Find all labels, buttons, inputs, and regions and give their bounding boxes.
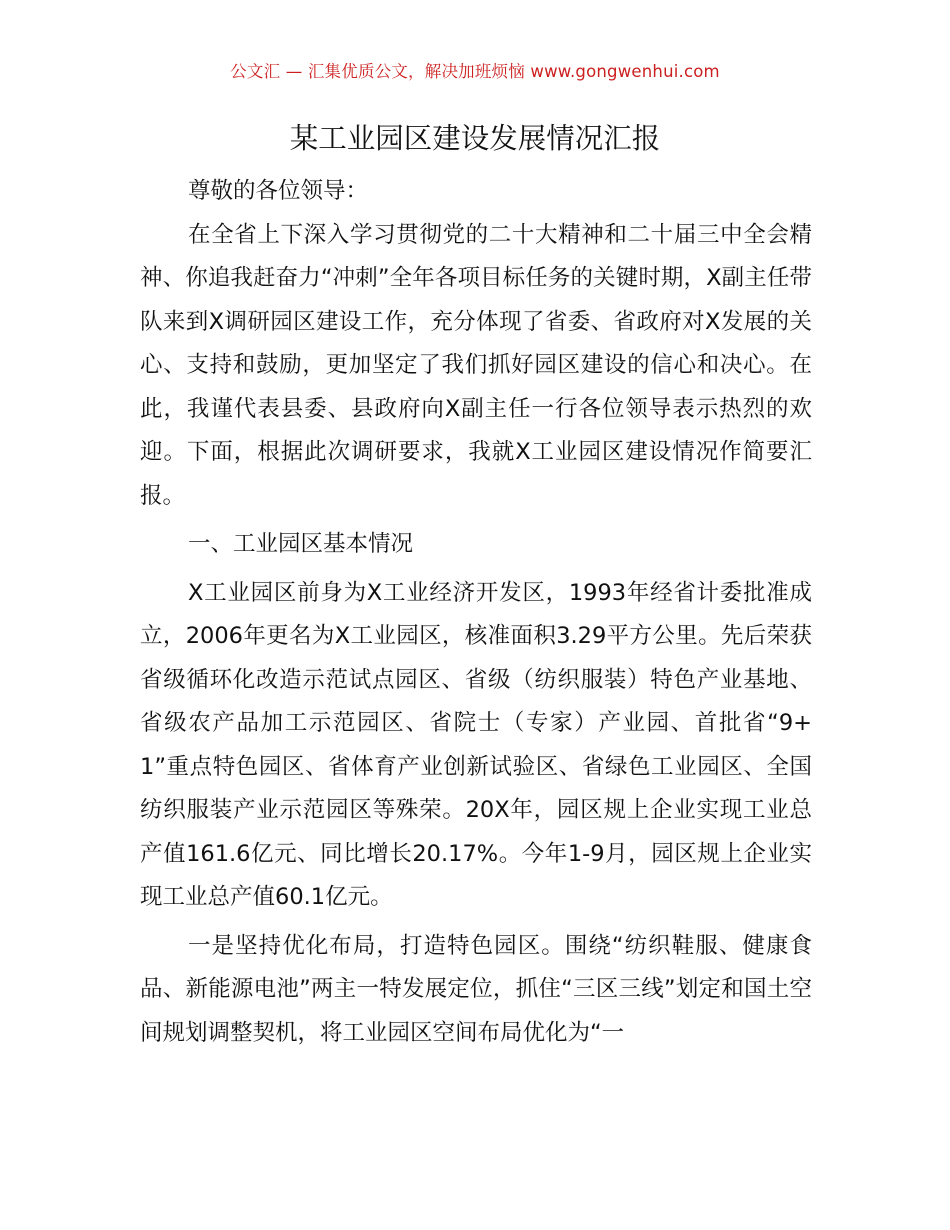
paragraph-layout: 一是坚持优化布局，打造特色园区。围绕“纺织鞋服、健康食品、新能源电池”两主一特发展定位，抓住“三区三线”划定和国土空间规划调整契机，将工业园区空间布局优化为“一 — [140, 932, 812, 1046]
document-body — [140, 170, 812, 1055]
paragraph-intro: 在全省上下深入学习贯彻党的二十大精神和二十届三中全会精神、你追我赶奋力“冲刺”全年各项目标任务的关键时期，X副主任带队来到X调研园区建设工作，充分体现了省委、省政府对X发展的关心、支持和鼓励，更加坚定了我们抓好园区建设的信心和决心。在此，我谨代表县委、县政府向X副主任一行各位领导表示热烈的欢迎。下面，根据此次调研要求，我就X工业园区建设情况作简要汇报。 — [140, 221, 812, 509]
header-banner: 公文汇 — 汇集优质公文，解决加班烦恼 www.gongwenhui.com — [230, 62, 720, 81]
salutation: 尊敬的各位领导： — [188, 178, 369, 204]
paragraph-basic-info: X工业园区前身为X工业经济开发区，1993年经省计委批准成立，2006年更名为X工业园区，核准面积3.29平方公里。先后荣获省级循环化改造示范试点园区、省级（纺织服装）特色产业基地、省级农产品加工示范园区、省院士（专家）产业园、首批省“9+1”重点特色园区、省体育产业创新试验区、省绿色工业园区、全国纺织服装产业示范园区等殊荣。20X年，园区规上企业实现工业总产值161.6亿元、同比增长20.17%。今年1-9月，园区规上企业实现工业总产值60.1亿元。 — [140, 579, 812, 910]
section-heading-1: 一、工业园区基本情况 — [188, 531, 414, 557]
page-title: 某工业园区建设发展情况汇报 — [289, 122, 661, 155]
